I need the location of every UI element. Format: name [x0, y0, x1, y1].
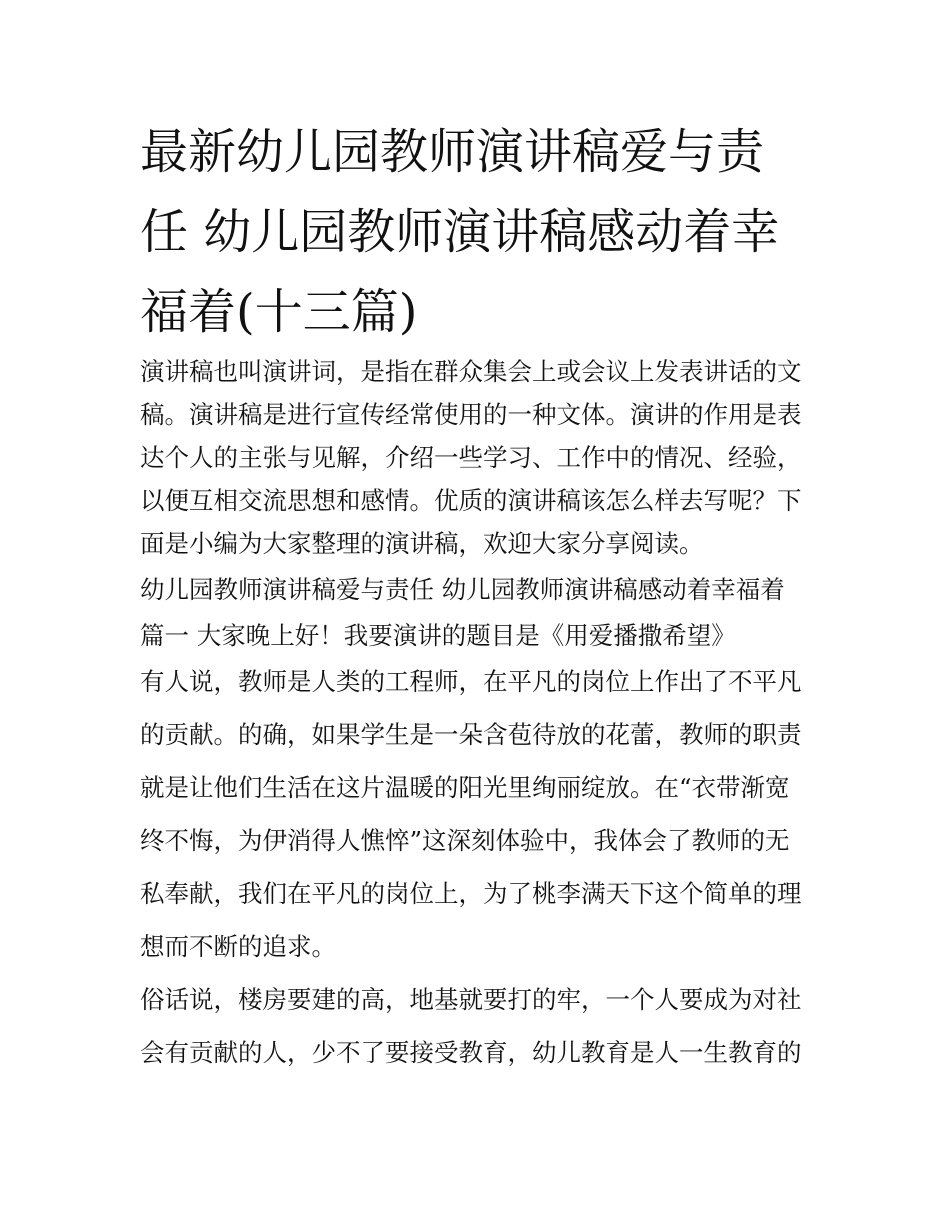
body-line-5: 面是小编为大家整理的演讲稿，欢迎大家分享阅读。: [140, 529, 704, 558]
body-line-12: 私奉献，我们在平凡的岗位上，为了桃李满天下这个简单的理: [140, 879, 802, 908]
title-line-1: 最新幼儿园教师演讲稿爱与责: [140, 124, 765, 180]
title-line-2: 任 幼儿园教师演讲稿感动着幸: [140, 204, 780, 260]
body-line-13: 想而不断的追求。: [140, 932, 336, 961]
body-line-2: 稿。演讲稿是进行宣传经常使用的一种文体。演讲的作用是表: [140, 400, 802, 429]
body-line-1: 演讲稿也叫演讲词，是指在群众集会上或会议上发表讲话的文: [140, 357, 802, 386]
body-line-15: 会有贡献的人，少不了要接受教育，幼儿教育是人一生教育的: [140, 1038, 802, 1067]
body-line-4: 以便互相交流思想和感情。优质的演讲稿该怎么样去写呢？下: [140, 486, 802, 515]
title-line-3: 福着(十三篇): [140, 284, 418, 340]
body-line-11: 终不悔，为伊消得人憔悴”这深刻体验中，我体会了教师的无: [140, 826, 790, 855]
document-title: [140, 112, 830, 352]
body-line-6: 幼儿园教师演讲稿爱与责任 幼儿园教师演讲稿感动着幸福着: [140, 575, 785, 604]
body-line-14: 俗话说，楼房要建的高，地基就要打的牢，一个人要成为对社: [140, 985, 802, 1014]
body-line-9: 的贡献。的确，如果学生是一朵含苞待放的花蕾，教师的职责: [140, 720, 802, 749]
body-line-10: 就是让他们生活在这片温暖的阳光里绚丽绽放。在“衣带渐宽: [140, 773, 790, 802]
body-line-7: 篇一 大家晚上好！我要演讲的题目是《用爱播撒希望》: [140, 621, 736, 650]
body-line-3: 达个人的主张与见解，介绍一些学习、工作中的情况、经验，: [140, 443, 802, 472]
body-line-8: 有人说，教师是人类的工程师，在平凡的岗位上作出了不平凡: [140, 667, 802, 696]
